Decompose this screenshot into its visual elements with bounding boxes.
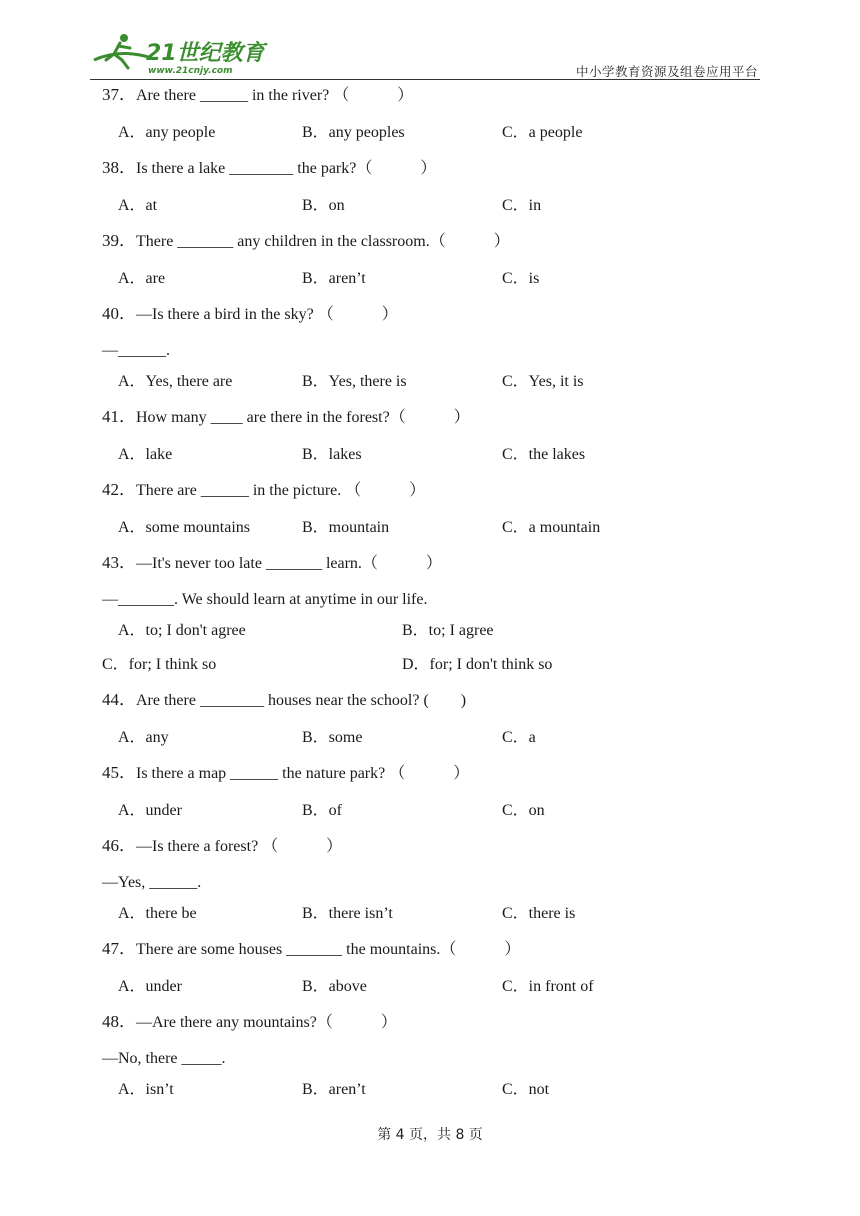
question-text: Are there ______ in the river? （ ） [136, 87, 414, 104]
option-c[interactable]: C．in front of [502, 978, 594, 995]
dialogue-response: —______. [102, 342, 170, 359]
question-text: —It's never too late _______ learn.（ ） [136, 555, 442, 572]
question-43 [102, 553, 442, 574]
option-a[interactable]: A．some mountains [118, 519, 250, 536]
question-47 [102, 939, 520, 960]
option-b[interactable]: B．any peoples [302, 124, 405, 141]
question-number: 42． [102, 480, 136, 499]
dialogue-response: —Yes, ______. [102, 874, 202, 891]
option-a[interactable]: A．to; I don't agree [118, 622, 246, 639]
option-b[interactable]: B．aren’t [302, 270, 366, 287]
option-a[interactable]: A．under [118, 802, 182, 819]
question-38 [102, 158, 436, 179]
option-a[interactable]: A．lake [118, 446, 173, 463]
option-b[interactable]: B．lakes [302, 446, 362, 463]
option-b[interactable]: B．to; I agree [402, 622, 494, 639]
option-b[interactable]: B．on [302, 197, 345, 214]
option-b[interactable]: B．Yes, there is [302, 373, 407, 390]
question-text: There _______ any children in the classroom.（ ） [136, 233, 510, 250]
question-39 [102, 231, 510, 252]
question-number: 40． [102, 304, 136, 323]
option-c[interactable]: C．a [502, 729, 536, 746]
option-c[interactable]: C．Yes, it is [502, 373, 584, 390]
option-b[interactable]: B．there isn’t [302, 905, 393, 922]
question-number: 47． [102, 939, 136, 958]
question-number: 45． [102, 763, 136, 782]
svg-text:21世纪教育: 21世纪教育 [146, 41, 265, 66]
question-text: Is there a lake ________ the park?（ ） [136, 160, 437, 177]
option-a[interactable]: A．under [118, 978, 182, 995]
question-46 [102, 836, 342, 857]
question-number: 39． [102, 231, 136, 250]
option-c[interactable]: C．is [502, 270, 540, 287]
question-text: Are there ________ houses near the school? ( ) [136, 692, 467, 709]
question-42 [102, 480, 425, 501]
header-divider [90, 79, 760, 80]
option-a[interactable]: A．are [118, 270, 166, 287]
option-b[interactable]: B．aren’t [302, 1081, 366, 1098]
question-48 [102, 1012, 397, 1033]
question-text: How many ____ are there in the forest?（ ） [136, 409, 470, 426]
option-a[interactable]: A．any [118, 729, 169, 746]
header-site-name: 中小学教育资源及组卷应用平台 [575, 64, 758, 79]
dialogue-response: —No, there _____. [102, 1050, 226, 1067]
question-41 [102, 407, 470, 428]
question-number: 41． [102, 407, 136, 426]
question-number: 44． [102, 690, 136, 709]
21cnjy-logo [90, 30, 270, 76]
question-number: 37． [102, 85, 136, 104]
option-b[interactable]: B．above [302, 978, 367, 995]
question-number: 48． [102, 1012, 136, 1031]
question-text: —Are there any mountains?（ ） [136, 1014, 397, 1031]
option-a[interactable]: A．at [118, 197, 158, 214]
question-text: —Is there a forest? （ ） [136, 838, 343, 855]
page-header [90, 28, 760, 80]
question-text: —Is there a bird in the sky? （ ） [136, 306, 398, 323]
question-number: 46． [102, 836, 136, 855]
question-number: 38． [102, 158, 136, 177]
option-d[interactable]: D．for; I don't think so [402, 656, 553, 673]
option-c[interactable]: C．a people [502, 124, 583, 141]
question-45 [102, 763, 469, 784]
question-number: 43． [102, 553, 136, 572]
option-c[interactable]: C．not [502, 1081, 550, 1098]
option-c[interactable]: C．a mountain [502, 519, 601, 536]
option-c[interactable]: C．there is [502, 905, 576, 922]
question-40 [102, 304, 398, 325]
option-c[interactable]: C．on [502, 802, 545, 819]
option-a[interactable]: A．any people [118, 124, 216, 141]
svg-text:www.21cnjy.com: www.21cnjy.com [148, 66, 233, 76]
question-text: Is there a map ______ the nature park? （ ） [136, 765, 470, 782]
dialogue-response: —_______. We should learn at anytime in our life. [102, 591, 428, 608]
option-c[interactable]: C．in [502, 197, 542, 214]
question-text: There are ______ in the picture. （ ） [136, 482, 426, 499]
question-44 [102, 690, 466, 711]
option-a[interactable]: A．isn’t [118, 1081, 174, 1098]
option-b[interactable]: B．mountain [302, 519, 390, 536]
page-number-footer: 第 4 页，共 8 页 [377, 1127, 483, 1143]
option-a[interactable]: A．Yes, there are [118, 373, 233, 390]
question-37 [102, 85, 413, 106]
question-text: There are some houses _______ the mountains.（ ） [136, 941, 521, 958]
option-c[interactable]: C．for; I think so [102, 656, 217, 673]
option-c[interactable]: C．the lakes [502, 446, 586, 463]
option-b[interactable]: B．of [302, 802, 343, 819]
option-a[interactable]: A．there be [118, 905, 197, 922]
option-b[interactable]: B．some [302, 729, 363, 746]
